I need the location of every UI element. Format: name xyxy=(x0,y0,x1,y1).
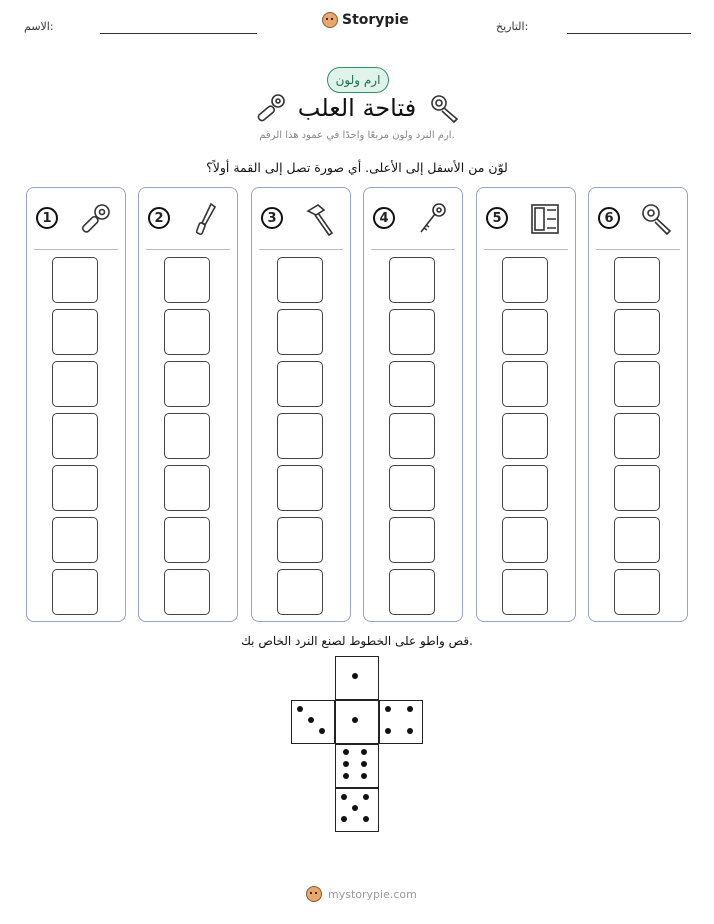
color-square[interactable] xyxy=(389,257,435,303)
column-header xyxy=(252,188,350,248)
dice-pip xyxy=(385,728,391,734)
page-title: فتاحة العلب xyxy=(297,94,417,122)
color-square[interactable] xyxy=(52,465,98,511)
color-square[interactable] xyxy=(614,361,660,407)
color-square[interactable] xyxy=(502,465,548,511)
dice-pip xyxy=(407,728,413,734)
hammer-icon xyxy=(302,201,338,237)
dice-face-4 xyxy=(379,700,423,744)
color-square[interactable] xyxy=(277,257,323,303)
color-square[interactable] xyxy=(277,517,323,563)
dice-pip xyxy=(352,673,358,679)
color-square[interactable] xyxy=(614,413,660,459)
color-square[interactable] xyxy=(502,257,548,303)
color-square[interactable] xyxy=(502,517,548,563)
dice-face-1 xyxy=(335,656,379,700)
dice-pip xyxy=(361,761,367,767)
color-square[interactable] xyxy=(614,257,660,303)
color-square[interactable] xyxy=(164,413,210,459)
activity-badge: ارم ولون xyxy=(327,67,389,93)
color-square[interactable] xyxy=(614,465,660,511)
color-square[interactable] xyxy=(389,361,435,407)
storypie-mascot-icon xyxy=(306,886,322,902)
subtitle: ارم النرد ولون مربعًا واحدًا في عمود هذا الرقم. xyxy=(259,130,455,141)
knife-icon xyxy=(189,201,225,237)
can-opener-icon xyxy=(77,201,113,237)
dice-pip xyxy=(363,794,369,800)
dice-pip xyxy=(352,717,358,723)
dice-pip xyxy=(407,706,413,712)
color-square[interactable] xyxy=(52,413,98,459)
cabinet-icon xyxy=(527,201,563,237)
color-square[interactable] xyxy=(502,569,548,615)
color-square[interactable] xyxy=(164,569,210,615)
color-square[interactable] xyxy=(277,309,323,355)
dice-face-1 xyxy=(335,700,379,744)
column-header xyxy=(477,188,575,248)
dice-face-3 xyxy=(291,700,335,744)
dice-column-1 xyxy=(26,187,126,622)
column-header xyxy=(139,188,237,248)
dice-face-5 xyxy=(335,788,379,832)
color-square[interactable] xyxy=(389,517,435,563)
brand-logo xyxy=(322,12,409,28)
color-square[interactable] xyxy=(614,517,660,563)
column-divider xyxy=(484,249,568,250)
column-number: 5 xyxy=(486,207,508,229)
dice-pip xyxy=(361,773,367,779)
color-square[interactable] xyxy=(277,413,323,459)
color-square[interactable] xyxy=(502,361,548,407)
color-square[interactable] xyxy=(502,413,548,459)
column-divider xyxy=(596,249,680,250)
column-number: 2 xyxy=(148,207,170,229)
dice-pip xyxy=(343,761,349,767)
storypie-mascot-icon xyxy=(322,12,338,28)
color-square[interactable] xyxy=(164,361,210,407)
dice-pip xyxy=(385,706,391,712)
dice-pip xyxy=(297,706,303,712)
color-square[interactable] xyxy=(52,517,98,563)
dice-pip xyxy=(319,728,325,734)
dice-pip xyxy=(343,749,349,755)
dice-column-2 xyxy=(138,187,238,622)
color-square[interactable] xyxy=(389,413,435,459)
brand-name: Storypie xyxy=(342,12,409,28)
column-number: 3 xyxy=(261,207,283,229)
column-header xyxy=(364,188,462,248)
cut-instruction: قص واطو على الخطوط لصنع النرد الخاص بك. xyxy=(241,634,473,648)
dice-column-4 xyxy=(363,187,463,622)
color-square[interactable] xyxy=(277,569,323,615)
color-square[interactable] xyxy=(389,569,435,615)
color-square[interactable] xyxy=(164,517,210,563)
dice-pip xyxy=(341,794,347,800)
color-square[interactable] xyxy=(52,361,98,407)
color-square[interactable] xyxy=(52,257,98,303)
dice-pip xyxy=(352,805,358,811)
name-label: الاسم: xyxy=(24,20,54,33)
dice-pip xyxy=(361,749,367,755)
dice-pip xyxy=(363,816,369,822)
footer-url[interactable]: mystorypie.com xyxy=(328,887,417,901)
column-divider xyxy=(259,249,343,250)
color-square[interactable] xyxy=(164,257,210,303)
column-number: 4 xyxy=(373,207,395,229)
date-line[interactable] xyxy=(567,33,691,34)
key-opener-icon xyxy=(428,92,462,126)
dice-face-6 xyxy=(335,744,379,788)
column-divider xyxy=(146,249,230,250)
column-header xyxy=(589,188,687,248)
column-header xyxy=(27,188,125,248)
dice-column-5 xyxy=(476,187,576,622)
instruction: لوّن من الأسفل إلى الأعلى. أي صورة تصل إلى القمة أولاً؟ xyxy=(206,160,508,175)
dice-pip xyxy=(341,816,347,822)
color-square[interactable] xyxy=(614,309,660,355)
color-square[interactable] xyxy=(614,569,660,615)
color-square[interactable] xyxy=(389,465,435,511)
footer xyxy=(306,886,417,902)
dice-pip xyxy=(343,773,349,779)
color-square[interactable] xyxy=(164,309,210,355)
color-square[interactable] xyxy=(502,309,548,355)
key-icon xyxy=(414,201,450,237)
dice-pip xyxy=(308,717,314,723)
color-square[interactable] xyxy=(52,569,98,615)
color-square[interactable] xyxy=(277,465,323,511)
dice-column-6 xyxy=(588,187,688,622)
column-divider xyxy=(371,249,455,250)
column-divider xyxy=(34,249,118,250)
color-square[interactable] xyxy=(389,309,435,355)
date-label: التاريخ: xyxy=(496,20,529,33)
column-number: 1 xyxy=(36,207,58,229)
column-number: 6 xyxy=(598,207,620,229)
color-square[interactable] xyxy=(52,309,98,355)
name-line[interactable] xyxy=(100,33,257,34)
can-opener-key-icon xyxy=(639,201,675,237)
color-square[interactable] xyxy=(277,361,323,407)
color-square[interactable] xyxy=(164,465,210,511)
dice-column-3 xyxy=(251,187,351,622)
